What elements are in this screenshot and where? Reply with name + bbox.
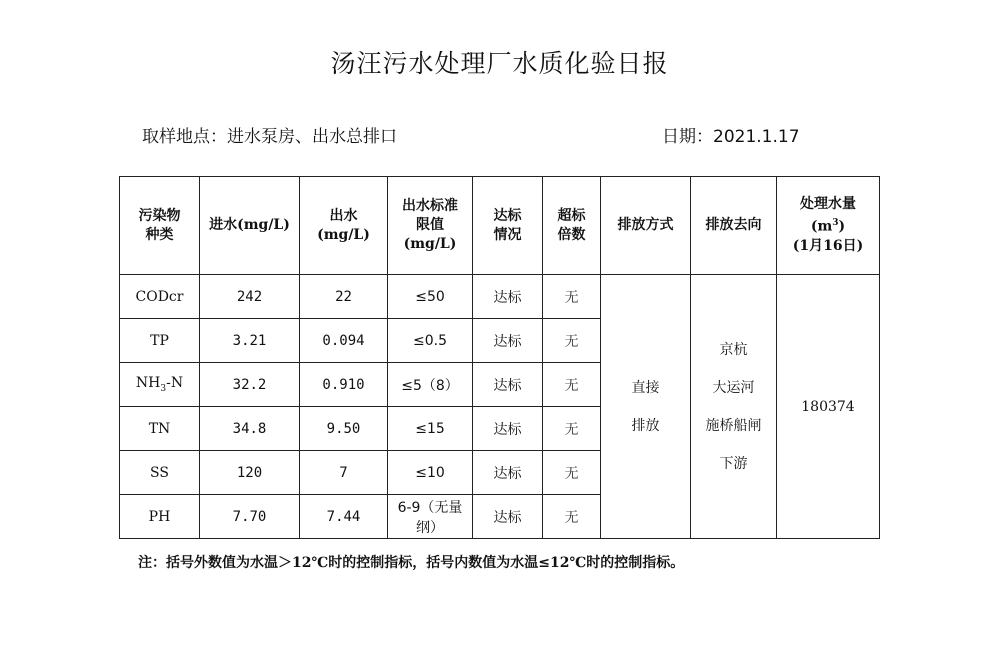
header-treated-volume: 处理水量 $(m^3)$ (1月16日): [777, 177, 880, 275]
status-value: 达标: [473, 451, 543, 495]
exceed-value: 无: [543, 451, 601, 495]
status-value: 达标: [473, 495, 543, 539]
status-value: 达标: [473, 319, 543, 363]
pollutant-name: $NH_3-N$: [120, 363, 200, 407]
exceed-value: 无: [543, 495, 601, 539]
header-discharge-method: 排放方式: [601, 177, 691, 275]
water-quality-table: [119, 176, 880, 539]
status-value: 达标: [473, 363, 543, 407]
sampling-location: 取样地点：进水泵房、出水总排口: [142, 127, 397, 147]
exceed-value: 无: [543, 407, 601, 451]
exceed-value: 无: [543, 319, 601, 363]
limit-value: ≤5（8）: [388, 363, 473, 407]
discharge-method: 直接 排放: [601, 275, 691, 539]
effluent-value: 9.50: [300, 407, 388, 451]
report-title: 汤汪污水处理厂水质化验日报: [330, 49, 669, 78]
effluent-value: 22: [300, 275, 388, 319]
header-effluent: 出水 (mg/L): [300, 177, 388, 275]
pollutant-name: CODcr: [120, 275, 200, 319]
pollutant-name: TP: [120, 319, 200, 363]
header-status: 达标 情况: [473, 177, 543, 275]
influent-value: 242: [200, 275, 300, 319]
limit-value: ≤50: [388, 275, 473, 319]
limit-value: ≤0.5: [388, 319, 473, 363]
pollutant-name: TN: [120, 407, 200, 451]
limit-value: ≤15: [388, 407, 473, 451]
exceed-value: 无: [543, 275, 601, 319]
header-pollutant: 污染物 种类: [120, 177, 200, 275]
exceed-value: 无: [543, 363, 601, 407]
status-value: 达标: [473, 407, 543, 451]
limit-value: 6-9（无量纲）: [388, 495, 473, 539]
footnote: 注：括号外数值为水温＞12℃时的控制指标，括号内数值为水温≤12℃时的控制指标。: [138, 555, 685, 571]
pollutant-name: PH: [120, 495, 200, 539]
influent-value: 7.70: [200, 495, 300, 539]
table-row: [120, 275, 880, 319]
pollutant-name: SS: [120, 451, 200, 495]
influent-value: 120: [200, 451, 300, 495]
report-date: 日期：2021.1.17: [662, 127, 800, 147]
effluent-value: 0.910: [300, 363, 388, 407]
limit-value: ≤10: [388, 451, 473, 495]
header-limit: 出水标准 限值 (mg/L): [388, 177, 473, 275]
header-exceed: 超标 倍数: [543, 177, 601, 275]
effluent-value: 0.094: [300, 319, 388, 363]
influent-value: 32.2: [200, 363, 300, 407]
treated-volume: 180374: [777, 275, 880, 539]
influent-value: 34.8: [200, 407, 300, 451]
status-value: 达标: [473, 275, 543, 319]
influent-value: 3.21: [200, 319, 300, 363]
discharge-direction: 京杭 大运河 施桥船闸 下游: [691, 275, 777, 539]
header-influent: 进水(mg/L): [200, 177, 300, 275]
header-row: [120, 177, 880, 275]
header-discharge-direction: 排放去向: [691, 177, 777, 275]
effluent-value: 7.44: [300, 495, 388, 539]
effluent-value: 7: [300, 451, 388, 495]
